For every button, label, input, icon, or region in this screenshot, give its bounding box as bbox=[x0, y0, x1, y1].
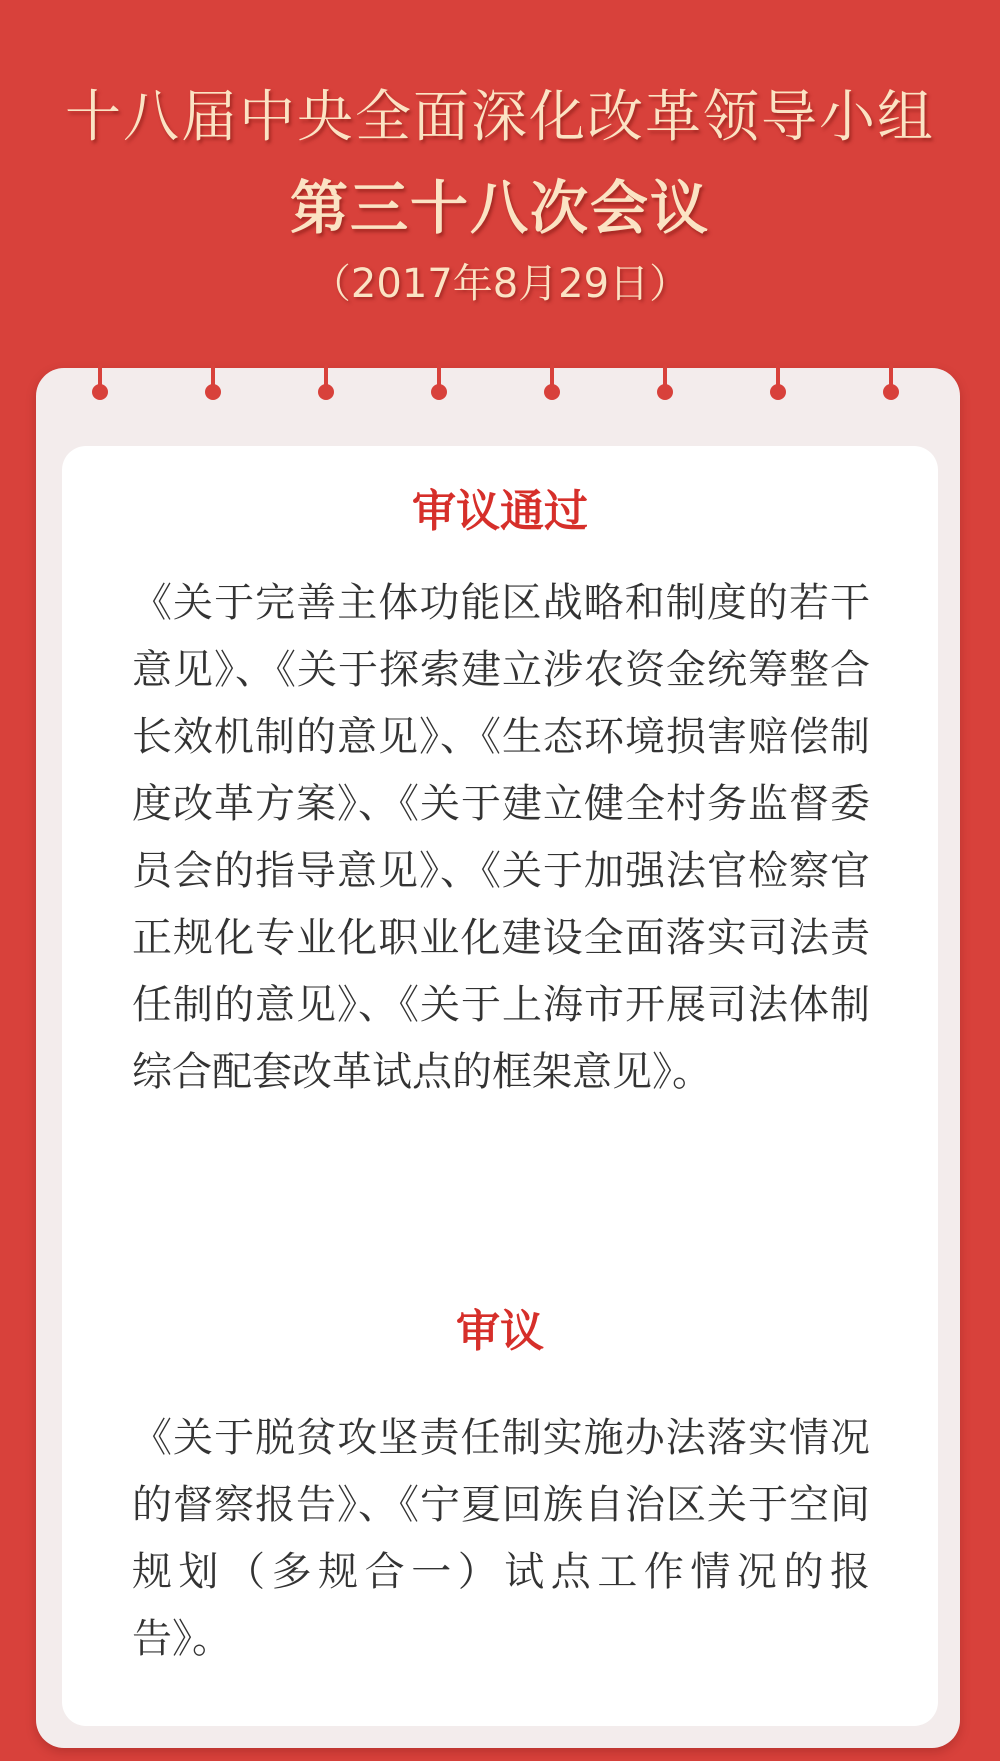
section-body-approved: 《关于完善主体功能区战略和制度的若干意见》、《关于探索建立涉农资金统筹整合长效机制的意见》、《生态环境损害赔偿制度改革方案》、《关于建立健全村务监督委员会的指导意见》、《关于加强法官检察官正规化专业化职业化建设全面落实司法责任制的意见》、《关于上海市开展司法体制综合配套改革试点的框架意见》。 bbox=[132, 580, 870, 1095]
title-line1: 十八届中央全面深化改革领导小组 bbox=[65, 85, 935, 150]
meeting-date: （2017年8月29日） bbox=[310, 261, 690, 307]
binder-ring-icon bbox=[318, 384, 334, 400]
section-heading-approved: 审议通过 bbox=[412, 486, 588, 537]
binder-ring-icon bbox=[205, 384, 221, 400]
binder-ring-icon bbox=[657, 384, 673, 400]
title-line2: 第三十八次会议 bbox=[289, 174, 710, 242]
binder-ring-icon bbox=[431, 384, 447, 400]
binder-ring-icon bbox=[92, 384, 108, 400]
binder-ring-icon bbox=[544, 384, 560, 400]
binder-ring-icon bbox=[883, 384, 899, 400]
section-body-reviewed: 《关于脱贫攻坚责任制实施办法落实情况的督察报告》、《宁夏回族自治区关于空间规划（多规合一）试点工作情况的报告》。 bbox=[132, 1415, 870, 1662]
binder-ring-icon bbox=[770, 384, 786, 400]
section-heading-reviewed: 审议 bbox=[456, 1306, 544, 1357]
